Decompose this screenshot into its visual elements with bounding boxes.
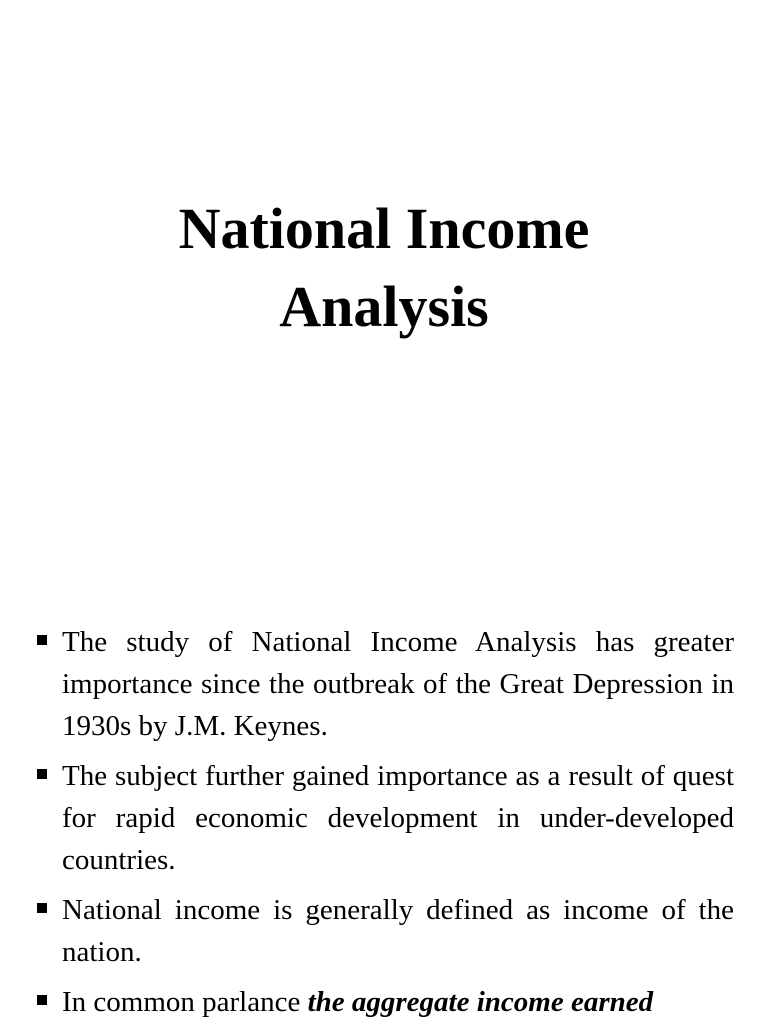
square-bullet-icon [37,635,47,645]
bullet-text-1: The study of National Income Analysis has greater importance since the outbreak of the Great Depression in 1930s by J.M. Keynes. [62,626,734,742]
bullet-item-2 [0,755,768,881]
slide-title-line-2: Analysis [279,274,489,339]
bullet-text-2: The subject further gained importance as a result of quest for rapid economic development in under-developed countries. [62,760,734,876]
slide-title [0,190,768,346]
bullet-text-4-emphasis: the aggregate income earned [307,986,654,1018]
bullet-item-1 [0,621,768,747]
bullet-text-4 [62,981,734,1023]
slide-title-line-1: National Income [178,196,590,261]
square-bullet-icon [37,903,47,913]
bullet-item-4 [0,981,768,1023]
square-bullet-icon [37,769,47,779]
bullet-text-3: National income is generally defined as income of the nation. [62,894,734,968]
square-bullet-icon [37,995,47,1005]
bullet-list [0,621,768,1031]
bullet-text-4-plain: In common parlance [62,986,308,1018]
bullet-item-3 [0,889,768,973]
